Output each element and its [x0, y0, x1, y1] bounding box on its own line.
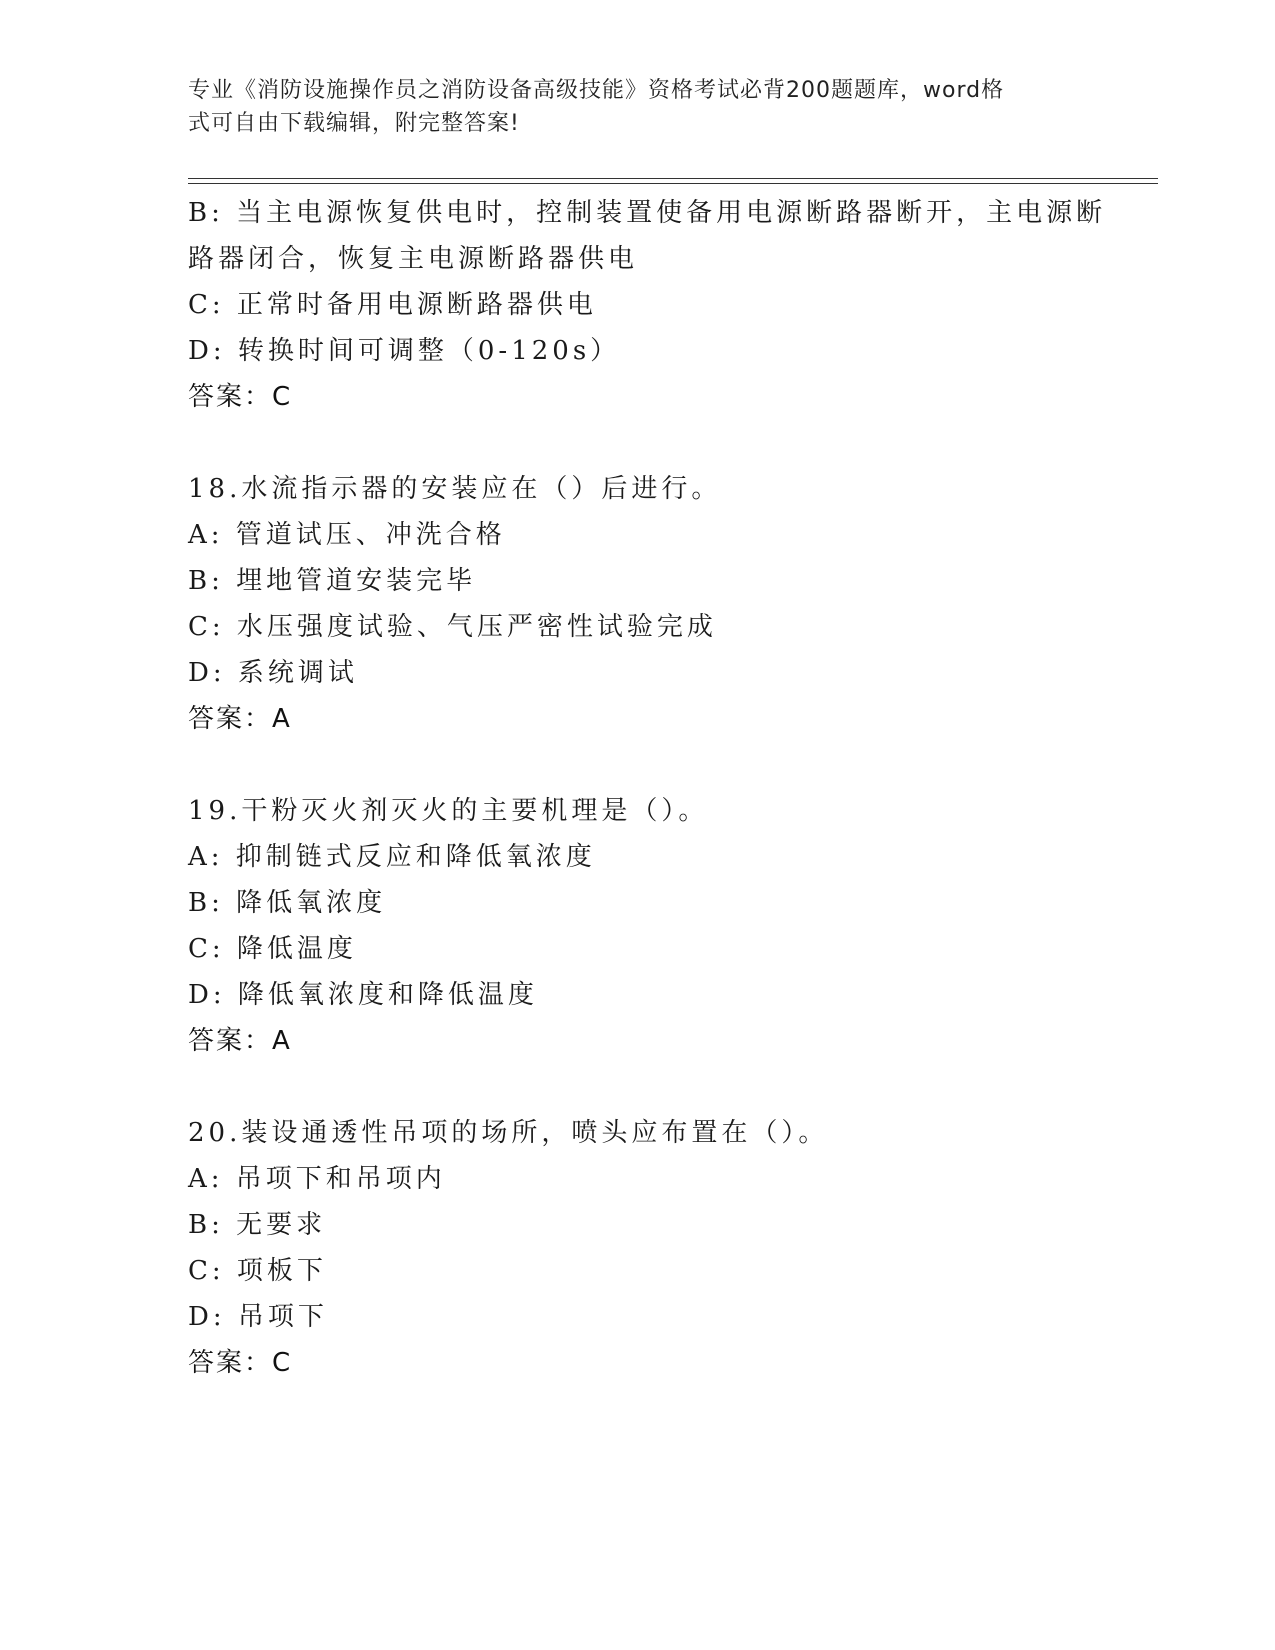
option-b-continued: 路器闭合，恢复主电源断路器供电: [188, 244, 639, 274]
option-c: C: 水压强度试验、气压严密性试验完成: [188, 612, 717, 642]
answer-label: 答案：A: [188, 1026, 292, 1056]
question-spacer: [188, 742, 1088, 788]
question-stem: 18.水流指示器的安装应在（）后进行。: [188, 474, 722, 504]
option-a: A: 吊项下和吊项内: [188, 1164, 446, 1194]
previous-question-block: [188, 190, 1107, 420]
option-c: C: 正常时备用电源断路器供电: [188, 290, 597, 320]
question-19: [188, 788, 1088, 1064]
question-spacer: [188, 420, 1088, 466]
page-header: [188, 74, 1088, 140]
header-line-1: 专业《消防设施操作员之消防设备高级技能》资格考试必背200题题库，word格: [188, 78, 1005, 103]
option-a: A: 管道试压、冲洗合格: [188, 520, 506, 550]
option-b: B: 当主电源恢复供电时，控制装置使备用电源断路器断开，主电源断: [188, 198, 1107, 228]
question-stem: 19.干粉灭火剂灭火的主要机理是（）。: [188, 796, 709, 826]
answer-label: 答案：A: [188, 704, 292, 734]
option-d: D: 转换时间可调整（0-120s）: [188, 336, 621, 366]
option-a: A: 抑制链式反应和降低氧浓度: [188, 842, 596, 872]
option-c: C: 降低温度: [188, 934, 357, 964]
answer-label: 答案：C: [188, 1348, 293, 1378]
option-c: C: 项板下: [188, 1256, 327, 1286]
question-stem: 20.装设通透性吊项的场所，喷头应布置在（）。: [188, 1118, 829, 1148]
option-b: B: 降低氧浓度: [188, 888, 387, 918]
option-b: B: 埋地管道安装完毕: [188, 566, 477, 596]
question-18: [188, 466, 1088, 742]
option-d: D: 吊项下: [188, 1302, 328, 1332]
header-line-2: 式可自由下载编辑，附完整答案!: [188, 111, 520, 136]
answer-label: 答案：C: [188, 382, 293, 412]
option-b: B: 无要求: [188, 1210, 327, 1240]
question-spacer: [188, 1064, 1088, 1110]
header-divider: [188, 178, 1158, 184]
option-d: D: 降低氧浓度和降低温度: [188, 980, 538, 1010]
question-content: [188, 190, 1107, 1386]
question-20: [188, 1110, 1088, 1386]
option-d: D: 系统调试: [188, 658, 358, 688]
